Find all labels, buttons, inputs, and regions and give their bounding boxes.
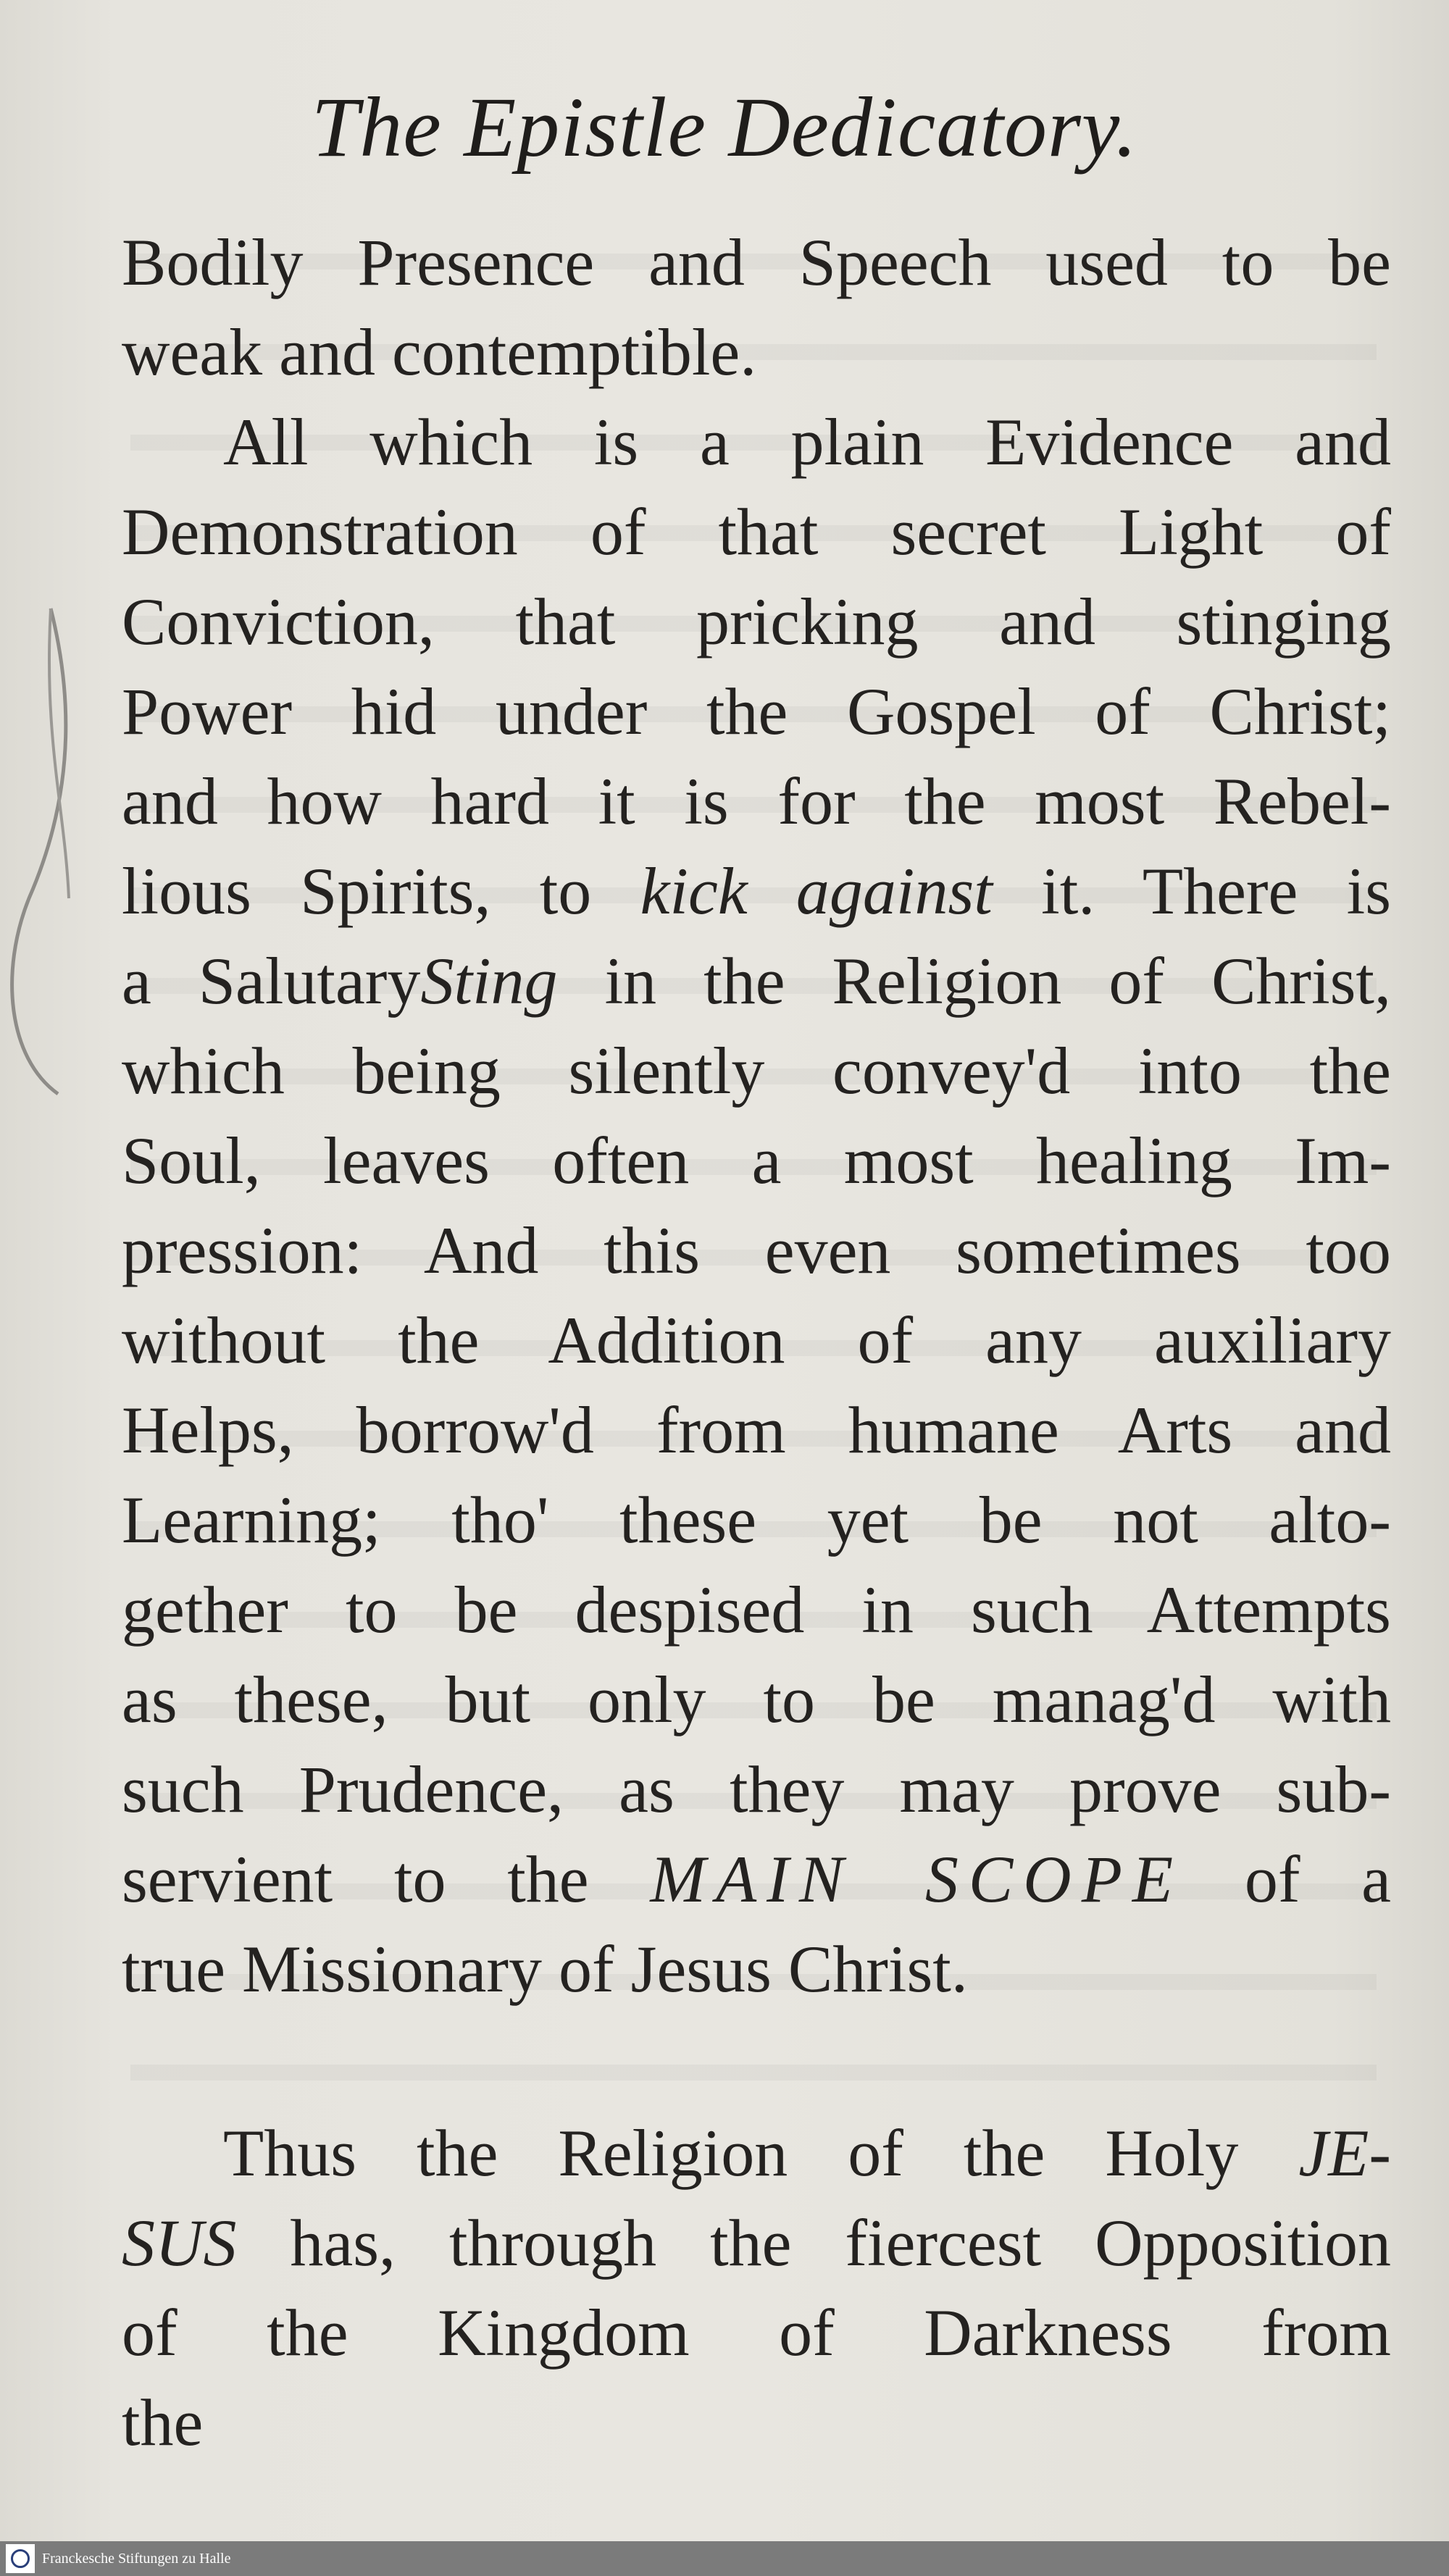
text-line: without the Addition of any auxiliary [122,1303,1391,1377]
italic-word: Sting [420,944,558,1018]
text-line [122,2108,1391,2198]
text-line [122,2198,1391,2288]
text-line [122,846,1391,936]
text-line: Helps, borrow'd from humane Arts and [122,1393,1391,1467]
text-run: a Salutary [122,944,421,1018]
italic-word: JE- [1298,2116,1392,2190]
text-line: of the Kingdom of Darkness from [122,2296,1391,2370]
text-line [122,1834,1391,1924]
catchword: the [122,2385,204,2459]
text-line: which being silently convey'd into the [122,1034,1391,1108]
text-line: gether to be despised in such Attempts [122,1573,1391,1647]
footer-bar [0,2541,1449,2576]
text-run: it. There is [1041,854,1392,928]
text-line: and how hard it is for the most Rebel- [122,764,1391,838]
text-line: pression: And this even sometimes too [122,1213,1391,1287]
text-run: has, through the fiercest Opposition [290,2206,1391,2280]
text-run: in the Religion of Christ, [604,944,1391,1018]
text-run: of a [1244,1842,1391,1916]
text-run: Thus the Religion of the Holy [223,2116,1239,2190]
text-line: as these, but only to be manag'd with [122,1663,1391,1736]
text-line: All which is a plain Evidence and [223,405,1391,479]
footer-credit: Franckesche Stiftungen zu Halle [42,2550,231,2567]
italic-word: SUS [122,2206,237,2280]
text-line: Power hid under the Gospel of Christ; [122,674,1391,748]
text-line: Soul, leaves often a most healing Im- [122,1124,1391,1197]
institution-logo-icon [6,2544,35,2573]
page-title: The Epistle Dedicatory. [311,80,1138,175]
text-line: Conviction, that pricking and stinging [122,585,1391,658]
text-line: weak and contemptible. [122,315,757,389]
text-line: Demonstration of that secret Light of [122,495,1391,569]
text-line: such Prudence, as they may prove sub- [122,1752,1391,1826]
text-line: true Missionary of Jesus Christ. [122,1932,968,2006]
text-line: Learning; tho' these yet be not alto- [122,1483,1391,1557]
text-line [122,936,1391,1026]
text-line: Bodily Presence and Speech used to be [122,225,1391,299]
body-text [122,217,1391,2467]
small-caps-phrase: MAIN SCOPE [650,1842,1184,1916]
pencil-margin-mark [0,594,101,1101]
italic-phrase: kick against [640,854,993,928]
text-run: lious Spirits, to [122,854,592,928]
text-run: servient to the [122,1842,589,1916]
paragraph-gap [122,2014,1391,2108]
